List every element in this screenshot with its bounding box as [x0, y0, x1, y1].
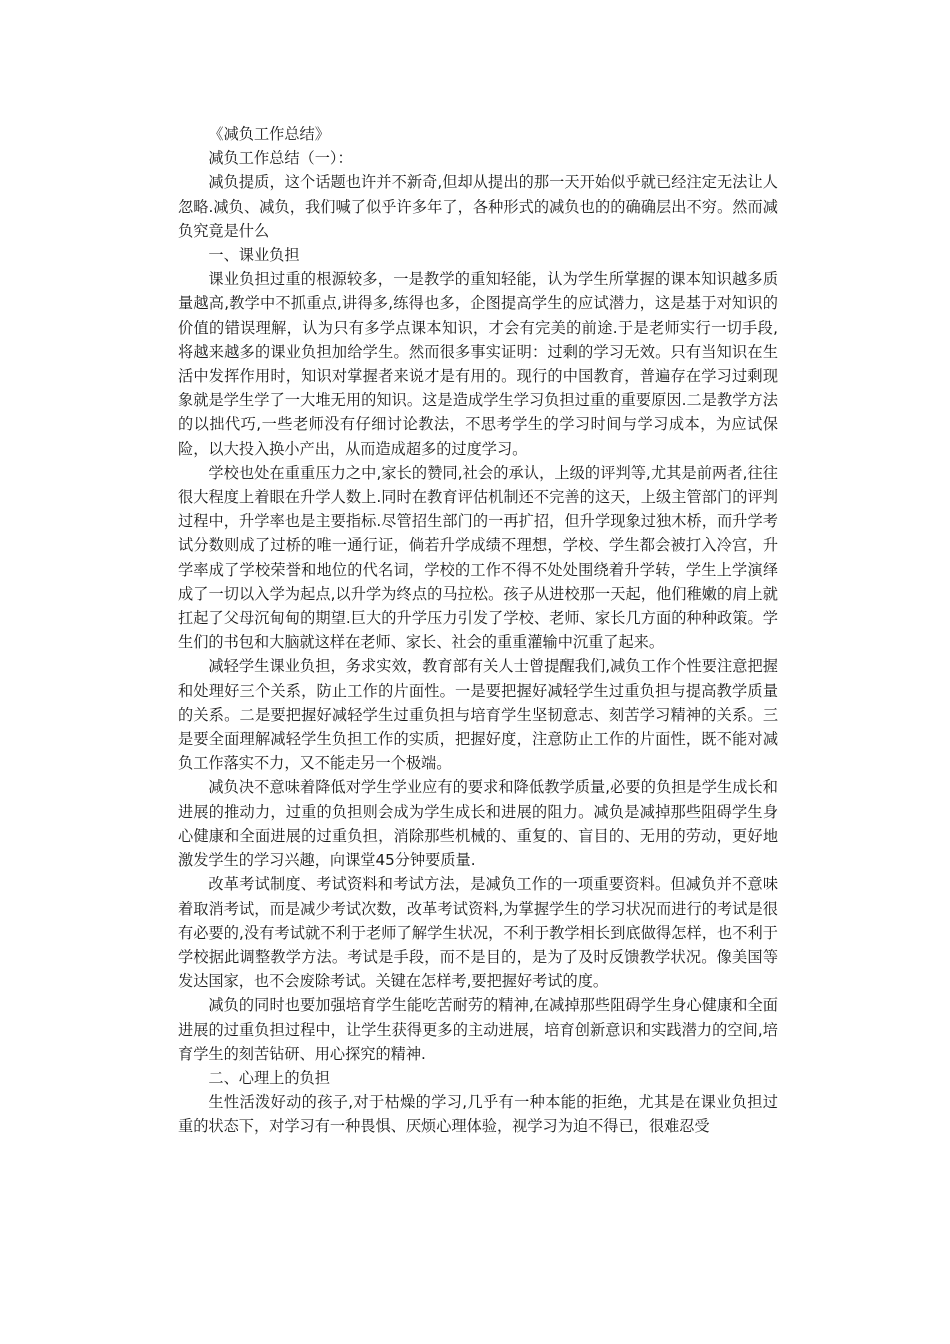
- paragraph: 学校也处在重重压力之中,家长的赞同,社会的承认，上级的评判等,尤其是前两者,往往很大程度上着眼在升学人数上.同时在教育评估机制还不完善的这天，上级主管部门的评判过程中，升学率也是主要指标.尽管招生部门的一再扩招，但升学现象过独木桥，而升学考试分数则成了过桥的唯一通行证，倘若升学成绩不理想，学校、学生都会被打入冷宫，升学率成了学校荣誉和地位的代名词，学校的工作不得不处处围绕着升学转，学生上学演绎成了一切以入学为起点,以升学为终点的马拉松。孩子从进校那一天起，他们稚嫩的肩上就扛起了父母沉甸甸的期望.巨大的升学压力引发了学校、老师、家长几方面的种种政策。学生们的书包和大脑就这样在老师、家长、社会的重重灌输中沉重了起来。: [178, 463, 778, 652]
- paragraph: 课业负担过重的根源较多，一是教学的重知轻能，认为学生所掌握的课本知识越多质量越高,教学中不抓重点,讲得多,练得也多，企图提高学生的应试潜力，这是基于对知识的价值的错误理解，认为只有多学点课本知识，才会有完美的前途.于是老师实行一切手段,将越来越多的课业负担加给学生。然而很多事实证明：过剩的学习无效。只有当知识在生活中发挥作用时，知识对掌握者来说才是有用的。现行的中国教育，普遍存在学习过剩现象就是学生学了一大堆无用的知识。这是造成学生学习负担过重的重要原因.二是教学方法的以拙代巧,一些老师没有仔细讨论教法，不思考学生的学习时间与学习成本，为应试保险，以大投入换小产出，从而造成超多的过度学习。: [178, 270, 778, 458]
- document-title: 《减负工作总结》: [208, 125, 330, 143]
- paragraph: 减轻学生课业负担，务求实效，教育部有关人士曾提醒我们,减负工作个性要注意把握和处理好三个关系，防止工作的片面性。一是要把握好减轻学生过重负担与提高教学质量的关系。二是要把握好减轻学生过重负担与培育学生坚韧意志、刻苦学习精神的关系。三是要全面理解减轻学生负担工作的实质，把握好度，注意防止工作的片面性，既不能对减负工作落实不力，又不能走另一个极端。: [178, 657, 778, 773]
- paragraph: 减负的同时也要加强培育学生能吃苦耐劳的精神,在减掉那些阻碍学生身心健康和全面进展的过重负担过程中，让学生获得更多的主动进展，培育创新意识和实践潜力的空间,培育学生的刻苦钻研、用心探究的精神.: [178, 996, 778, 1063]
- paragraph: 改革考试制度、考试资料和考试方法，是减负工作的一项重要资料。但减负并不意味着取消考试，而是减少考试次数，改革考试资料,为掌握学生的学习状况而进行的考试是很有必要的,没有考试就不利于老师了解学生状况，不利于教学相长到底做得怎样，也不利于学校据此调整教学方法。考试是手段，而不是目的，是为了及时反馈教学状况。像美国等发达国家，也不会废除考试。关键在怎样考,要把握好考试的度。: [178, 875, 778, 991]
- document-subtitle: 减负工作总结（一）：: [208, 149, 353, 168]
- paragraph: 生性活泼好动的孩子,对于枯燥的学习,几乎有一种本能的拒绝，尤其是在课业负担过重的状态下，对学习有一种畏惧、厌烦心理体验，视学习为迫不得已，很难忍受: [178, 1093, 778, 1136]
- paragraph: 减负决不意味着降低对学生学业应有的要求和降低教学质量,必要的负担是学生成长和进展的推动力，过重的负担则会成为学生成长和进展的阻力。减负是减掉那些阻碍学生身心健康和全面进展的过重负担，消除那些机械的、重复的、盲目的、无用的劳动，更好地激发学生的学习兴趣，向课堂45分钟要质量.: [178, 778, 778, 870]
- section-heading-psychological: 二、心理上的负担: [208, 1068, 330, 1087]
- document-page: [178, 122, 778, 1139]
- paragraph-intro: 减负提质，这个话题也许并不新奇,但却从提出的那一天开始似乎就已经注定无法让人忽略.减负、减负，我们喊了似乎许多年了，各种形式的减负也的的确确层出不穷。然而减负究竟是什么: [178, 173, 778, 240]
- section-heading-coursework: 一、课业负担: [208, 246, 300, 265]
